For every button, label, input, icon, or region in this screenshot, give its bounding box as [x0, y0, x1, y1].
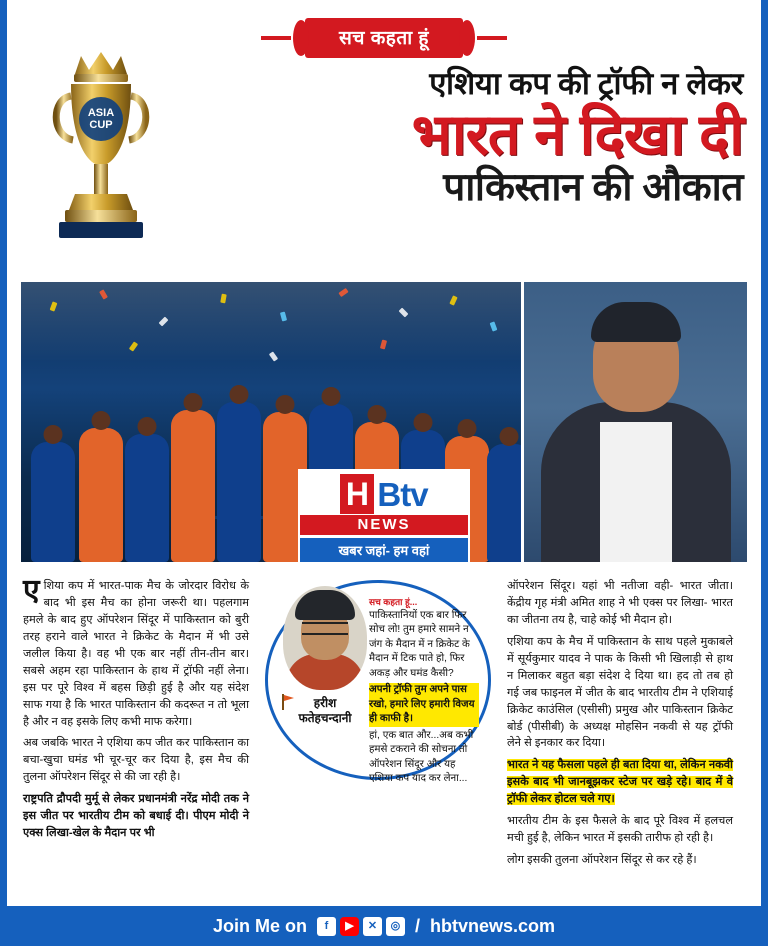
channel-logo-badge	[298, 469, 470, 562]
logo-btv-text: Btv	[377, 475, 428, 513]
ribbon-right-tail	[477, 36, 507, 40]
callout-quote-tag: सच कहता हूं...	[369, 597, 418, 607]
asia-cup-trophy-icon	[41, 44, 161, 259]
paragraph: एशिया कप में भारत-पाक मैच के जोरदार विरोध के बाद भी इस मैच का होना जरूरी था। पहलगाम हमले के बाद हुए ऑपरेशन सिंदूर में पाकिस्तान को बुरी तरह हराने वाले भारत ने क्रिकेट के मैदान में भी उसे जलील किया है। वह भी एक बार नहीं तीन-तीन बार। सबसे अहम रहा पाकिस्तान के हाथ में ट्रॉफी नहीं लेना। इस पर पूरे विश्व में बहस छिड़ी हुई है और यह संदेश साफ गया है कि भारत पाकिस्तान की कदरूत न तो भूला है और न वह इसके लिए कभी माफ करेगा।	[23, 574, 249, 728]
callout-line-2: हां, एक बात और...अब कभी हमसे टकराने की सोचना तो ऑपरेशन सिंदूर और यह एशिया कप याद कर लेना...	[369, 729, 474, 785]
paragraph: भारतीय टीम के इस फैसले के बाद पूरे विश्व में हलचल मची हुई है, लेकिन भारत में इसकी तारीफ हो रही है।	[507, 815, 733, 845]
column-left	[23, 574, 249, 897]
player-figure	[31, 442, 75, 562]
youtube-icon[interactable]: ▶	[340, 917, 359, 936]
author-name	[273, 696, 377, 726]
ribbon-banner	[7, 18, 761, 58]
svg-text:ASIA: ASIA	[87, 107, 115, 119]
author-photo	[283, 586, 367, 690]
instagram-icon[interactable]: ◎	[386, 917, 405, 936]
callout-highlight: अपनी ट्रॉफी तुम अपने पास रखो, हमारे लिए हमारी विजय ही काफी है।	[369, 683, 479, 726]
player-figure	[79, 428, 123, 562]
logo-tagline: खबर जहां- हम वहां	[300, 538, 468, 562]
footer-bar	[7, 906, 761, 946]
author-photo-hair	[295, 590, 355, 620]
player-figure	[171, 410, 215, 562]
player-figure	[217, 402, 261, 562]
callout-text	[369, 596, 479, 787]
facebook-icon[interactable]: f	[317, 917, 336, 936]
headline-line-2: भारत ने दिखा दी	[411, 102, 743, 167]
paragraph: लोग इसकी तुलना ऑपरेशन सिंदूर से कर रहे हैं।	[507, 854, 697, 867]
anchor-hair	[591, 302, 681, 342]
paragraph: एशिया कप के मैच में पाकिस्तान के साथ पहले मुकाबले में सूर्यकुमार यादव ने पाक के किसी भी खिलाड़ी से हाथ न मिलाकर बहुत बड़ा संदेश दे दिया था। हद तो तब हो गई जब फाइनल में जीत के बाद भारतीय टीम ने एशियाई क्रिकेट काउंसिल (एसीसी) प्रमुख और पाकिस्तान क्रिकेट बोर्ड (पीसीबी) के अध्यक्ष मोहसिन नकवी से यह ट्रॉफी लेने से इनकार कर दिया।	[507, 635, 733, 750]
anchor-photo	[524, 282, 747, 562]
paragraph: अब जबकि भारत ने एशिया कप जीत कर पाकिस्तान का बचा-खुचा घमंड भी चूर-चूर कर दिया है, इस मैच की तुलना ऑपरेशन सिंदूर से की जा रही है।	[23, 737, 249, 784]
footer-separator: /	[414, 915, 420, 936]
headline-line-3: पाकिस्तान की औकात	[443, 166, 743, 210]
player-figure	[487, 444, 521, 562]
article-body	[7, 562, 761, 897]
ribbon-label-container	[305, 18, 463, 58]
column-middle	[259, 578, 497, 897]
social-icons[interactable]	[317, 917, 405, 936]
callout-line-1: पाकिस्तानियों एक बार फिर सोच लो! तुम हमारे सामने न जंग के मैदान में न क्रिकेट के मैदान में टिक पाते हो, फिर अकड़ और घमंड कैसी?	[369, 609, 470, 679]
logo-news-text: NEWS	[300, 515, 468, 535]
x-twitter-icon[interactable]: ✕	[363, 917, 382, 936]
page-header	[7, 0, 761, 282]
logo-h-mark: H	[340, 474, 374, 514]
glasses-icon	[302, 622, 348, 635]
paragraph: ऑपरेशन सिंदूर। यहां भी नतीजा वही- भारत जीता। केंद्रीय गृह मंत्री अमित शाह ने भी एक्स पर लिखा- भारत का जीतना तय है, चाहे कोई भी मैदान हो।	[507, 580, 733, 626]
stadium-lights	[21, 282, 521, 362]
ribbon-left-tail	[261, 36, 291, 40]
author-callout	[265, 580, 491, 785]
paragraph: राष्ट्रपति द्रौपदी मुर्मू से लेकर प्रधानमंत्री नरेंद्र मोदी तक ने इस जीत पर भारतीय टीम को बधाई दी। पीएम मोदी ने एक्स लिखा-खेल के मैदान पर भी	[23, 793, 249, 840]
author-name-line2: फतेहचन्दानी	[298, 711, 352, 725]
anchor-shirt	[600, 422, 672, 562]
player-figure	[125, 434, 169, 562]
photo-strip	[21, 282, 747, 562]
ribbon-label: सच कहता हूं	[339, 28, 429, 49]
paragraph-highlight: भारत ने यह फैसला पहले ही बता दिया था, लेकिन नकवी इसके बाद भी जानबूझकर स्टेज पर खड़े रहे। बाद में वे ट्रॉफी लेकर होटल चले गए।	[507, 759, 733, 806]
website-link[interactable]: hbtvnews.com	[429, 915, 556, 936]
author-name-line1: हरीश	[313, 696, 337, 710]
join-label: Join Me on	[212, 915, 307, 936]
headline-line-1: एशिया कप की ट्रॉफी न लेकर	[429, 66, 743, 101]
headline-block	[157, 66, 743, 210]
svg-text:CUP: CUP	[89, 119, 113, 131]
column-right	[507, 578, 733, 897]
logo-row	[300, 471, 468, 514]
